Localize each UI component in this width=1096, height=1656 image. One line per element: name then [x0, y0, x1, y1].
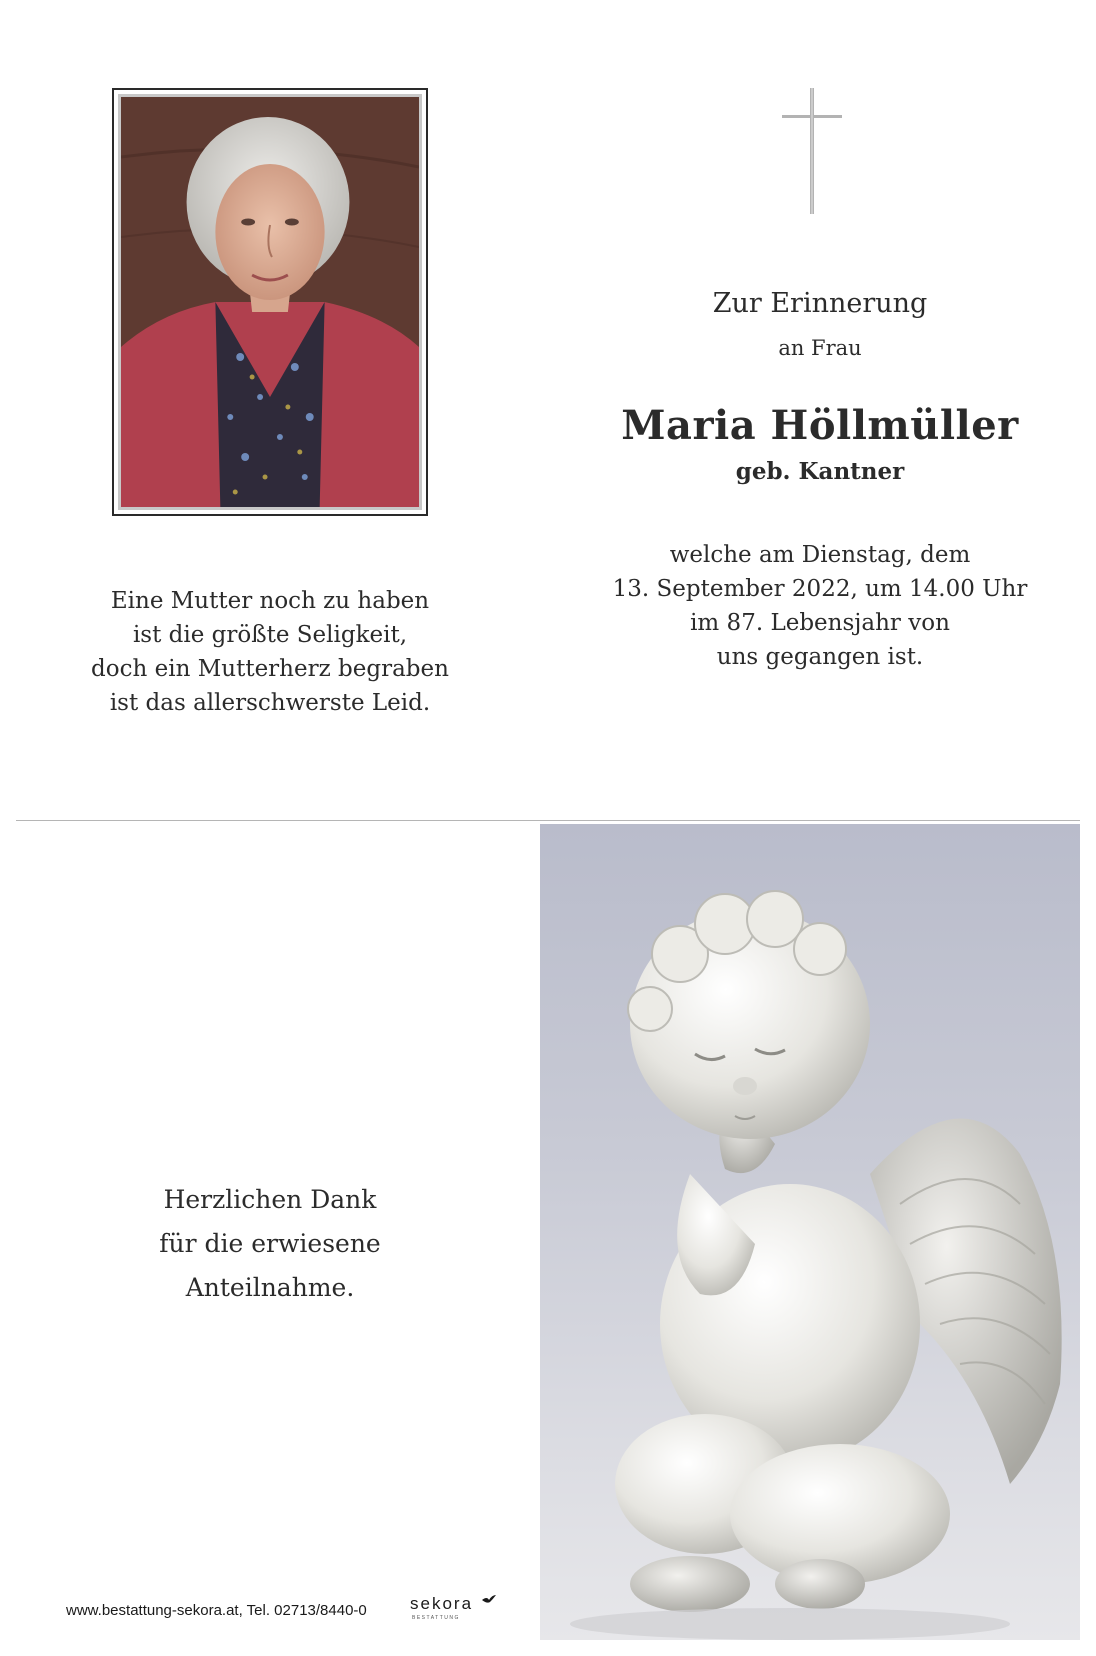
memorial-verse — [60, 584, 480, 720]
verse-line: Eine Mutter noch zu haben — [110, 588, 430, 614]
angel-image — [540, 824, 1080, 1640]
logo-subtitle: BESTATTUNG — [412, 1615, 460, 1621]
death-line: welche am Dienstag, dem — [669, 542, 971, 568]
maiden-name: geb. Kantner — [735, 458, 905, 485]
bird-icon — [481, 1594, 497, 1606]
death-notice — [600, 538, 1040, 674]
verse-line: doch ein Mutterherz begraben — [91, 656, 449, 682]
portrait-frame — [112, 88, 428, 516]
deceased-name: Maria Höllmüller — [621, 402, 1019, 449]
funeral-home-contact: www.bestattung-sekora.at, Tel. 02713/8440-0 — [66, 1602, 367, 1619]
thanks-line: Anteilnahme. — [185, 1273, 355, 1302]
cross-icon — [782, 88, 842, 214]
thanks-line: Herzlichen Dank — [163, 1185, 377, 1214]
portrait-illustration — [121, 97, 419, 507]
angel-illustration — [540, 824, 1080, 1640]
portrait-photo — [118, 94, 422, 510]
thanks-line: für die erwiesene — [159, 1229, 381, 1258]
verse-line: ist das allerschwerste Leid. — [109, 690, 431, 716]
thanks-message — [100, 1178, 440, 1310]
salutation: an Frau — [778, 336, 862, 360]
death-line: uns gegangen ist. — [716, 644, 924, 670]
death-line: 13. September 2022, um 14.00 Uhr — [612, 576, 1028, 602]
verse-line: ist die größte Seligkeit, — [132, 622, 408, 648]
funeral-home-logo — [410, 1594, 497, 1614]
remembrance-heading: Zur Erinnerung — [712, 288, 928, 319]
death-line: im 87. Lebensjahr von — [690, 610, 950, 636]
logo-text: sekora — [410, 1594, 474, 1613]
fold-divider — [16, 820, 1080, 821]
